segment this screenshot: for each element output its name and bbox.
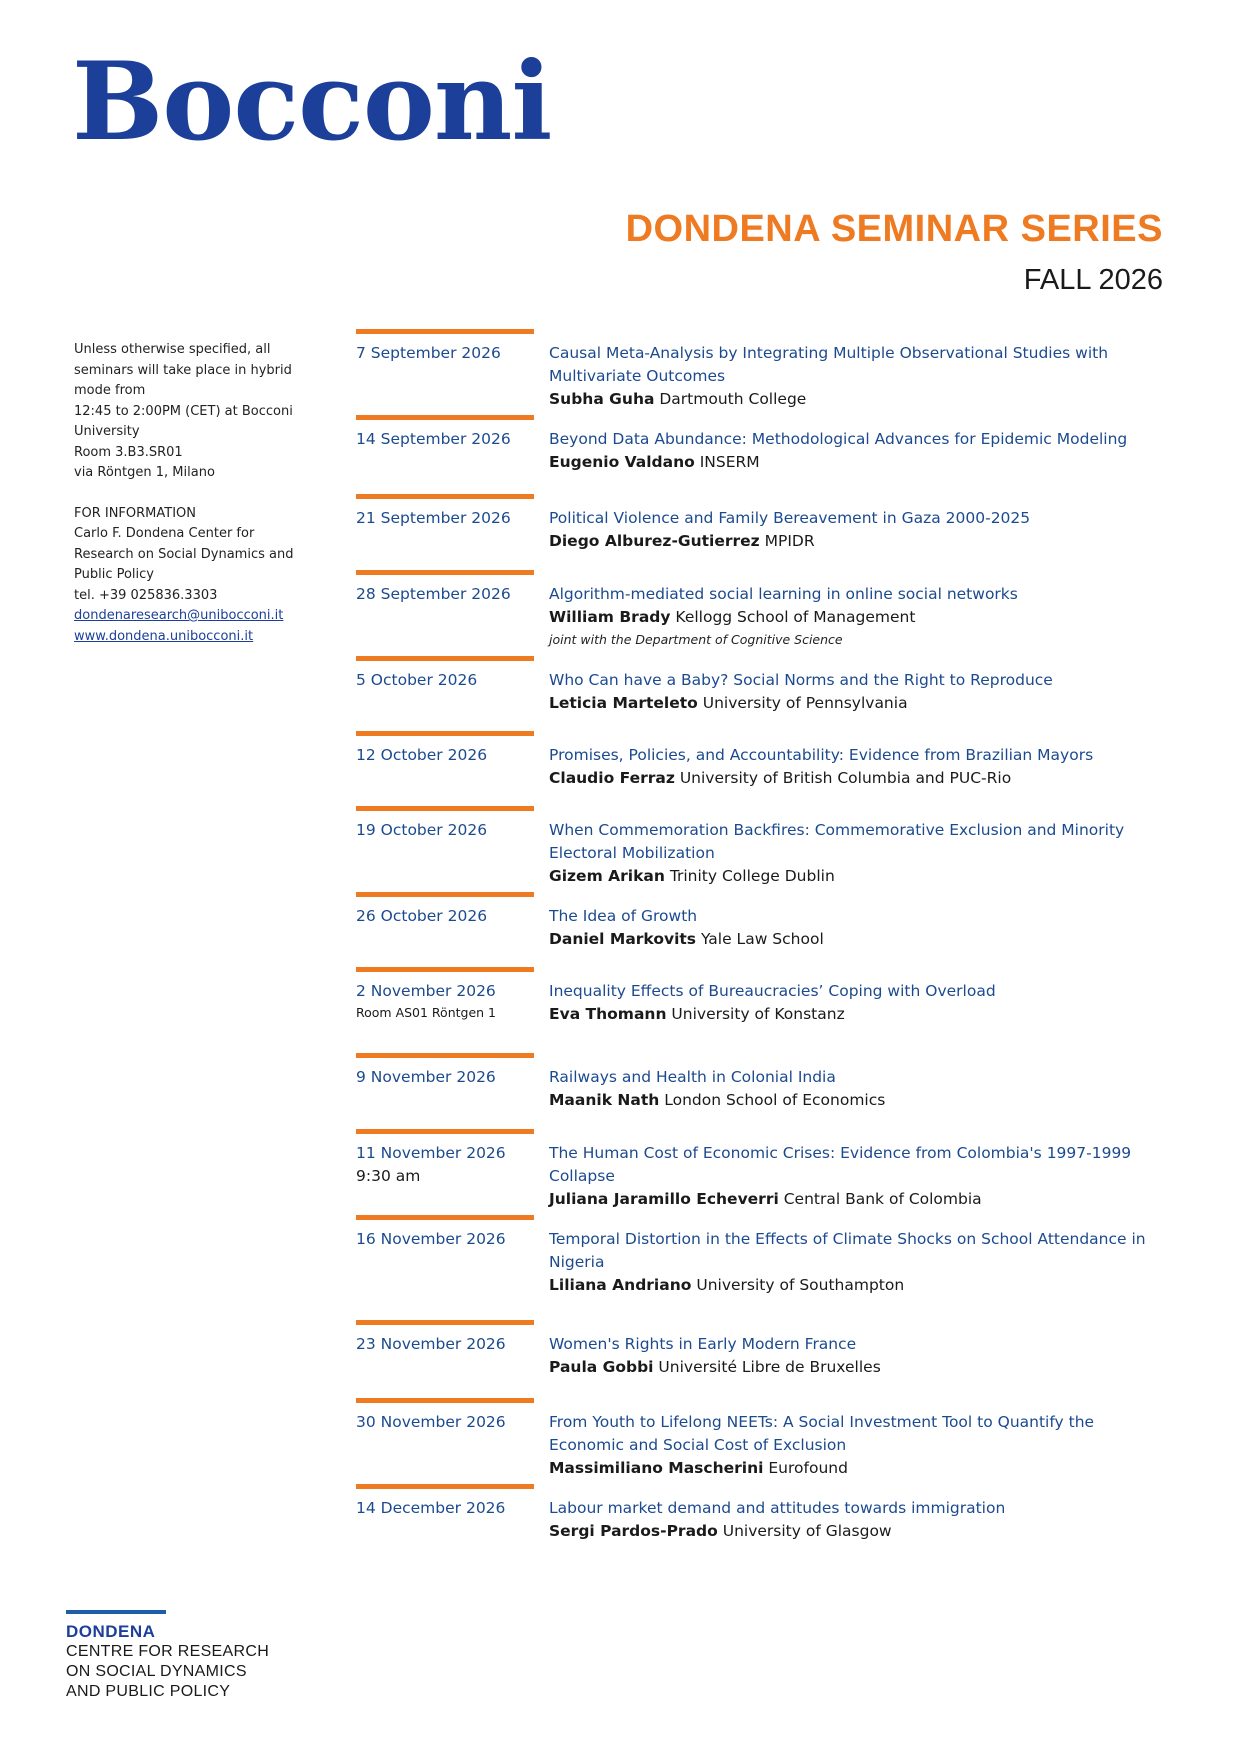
event-divider-bar [356,806,534,811]
event-title: Temporal Distortion in the Effects of Climate Shocks on School Attendance in [549,1230,1146,1248]
info-line: Public Policy [74,567,154,582]
email-link[interactable]: dondenaresearch@unibocconi.it [74,608,284,623]
event-divider-bar [356,1053,534,1058]
event-divider-bar [356,1129,534,1134]
event-date: 26 October 2026 [356,907,488,925]
event-info [549,342,1166,411]
event-affiliation: London School of Economics [664,1091,886,1109]
bocconi-logo: Bocconi [72,39,552,165]
event-speaker: Gizem Arikan [549,867,665,885]
event-date: 21 September 2026 [356,509,511,527]
event-divider-bar [356,494,534,499]
event-speaker-line [549,1520,1166,1543]
event-date-column [356,1066,536,1089]
event-date: 5 October 2026 [356,671,478,689]
event-info [549,1066,1166,1112]
event-date: 11 November 2026 [356,1144,506,1162]
event-speaker: Diego Alburez-Gutierrez [549,532,760,550]
intro-line: Unless otherwise specified, all [74,342,271,357]
event-note: joint with the Department of Cognitive Science [549,632,843,647]
event-time: 9:30 am [356,1167,421,1185]
footer-logo-line: ON SOCIAL DYNAMICS [66,1663,247,1680]
footer-logo-name: DONDENA [66,1622,156,1641]
event-speaker: Eugenio Valdano [549,453,695,471]
website-link[interactable]: www.dondena.unibocconi.it [74,628,254,644]
info-heading: FOR INFORMATION [74,505,197,521]
phone-number: tel. +39 025836.3303 [74,587,218,603]
intro-line: mode from [74,383,146,398]
event-date: 12 October 2026 [356,746,488,764]
info-line: Carlo F. Dondena Center for [74,526,255,541]
event-info [549,583,1166,650]
event-speaker: Leticia Marteleto [549,694,698,712]
event-title: Railways and Health in Colonial India [549,1068,836,1086]
event-date: 14 September 2026 [356,430,511,448]
event-divider-bar [356,1215,534,1220]
event-affiliation: Eurofound [768,1459,848,1477]
event-date-column [356,428,536,451]
event-divider-bar [356,1398,534,1403]
event-date-column [356,1411,536,1434]
footer-logo-line: AND PUBLIC POLICY [66,1683,231,1700]
event-title: Economic and Social Cost of Exclusion [549,1436,847,1454]
event-divider-bar [356,892,534,897]
event-info [549,1497,1166,1543]
event-title: Multivariate Outcomes [549,367,726,385]
event-date: 23 November 2026 [356,1335,506,1353]
event-affiliation: MPIDR [764,532,815,550]
event-date-column [356,980,536,1023]
event-date-column [356,1497,536,1520]
event-speaker-line [549,1274,1166,1297]
event-title: The Idea of Growth [549,907,698,925]
event-date-column [356,583,536,606]
event-speaker-line [549,692,1166,715]
event-affiliation: Kellogg School of Management [675,608,916,626]
event-info [549,507,1166,553]
event-date: 19 October 2026 [356,821,488,839]
event-date: 7 September 2026 [356,344,501,362]
event-speaker-line [549,1089,1166,1112]
event-affiliation: Dartmouth College [659,390,807,408]
event-date-column [356,1333,536,1356]
event-divider-bar [356,967,534,972]
event-title: Women's Rights in Early Modern France [549,1335,857,1353]
event-info [549,744,1166,790]
event-title: Inequality Effects of Bureaucracies’ Coping with Overload [549,982,996,1000]
event-title: Collapse [549,1167,615,1185]
event-title: Promises, Policies, and Accountability: Evidence from Brazilian Mayors [549,746,1094,764]
event-divider-bar [356,1484,534,1489]
intro-line: 12:45 to 2:00PM (CET) at Bocconi [74,403,293,419]
event-affiliation: University of Konstanz [671,1005,845,1023]
event-speaker-line [549,928,1166,951]
event-date: 16 November 2026 [356,1230,506,1248]
event-divider-bar [356,570,534,575]
event-title: The Human Cost of Economic Crises: Evidence from Colombia's 1997-1999 [549,1144,1132,1162]
event-info [549,905,1166,951]
event-date: 2 November 2026 [356,982,496,1000]
event-divider-bar [356,329,534,334]
event-title: Causal Meta-Analysis by Integrating Multiple Observational Studies with [549,344,1109,362]
event-title: Political Violence and Family Bereavement in Gaza 2000-2025 [549,509,1031,527]
event-date-column [356,1142,536,1188]
event-divider-bar [356,1320,534,1325]
event-speaker: Juliana Jaramillo Echeverri [549,1190,779,1208]
dondena-footer-logo [66,1610,269,1702]
event-date: 30 November 2026 [356,1413,506,1431]
event-divider-bar [356,656,534,661]
event-speaker-line [549,388,1166,411]
event-speaker-line [549,1356,1166,1379]
event-room: Room AS01 Röntgen 1 [356,1005,497,1020]
event-title: Nigeria [549,1253,605,1271]
event-speaker: Sergi Pardos-Prado [549,1522,718,1540]
event-info [549,428,1166,474]
event-speaker: Daniel Markovits [549,930,697,948]
event-date: 14 December 2026 [356,1499,506,1517]
event-title: Beyond Data Abundance: Methodological Advances for Epidemic Modeling [549,430,1128,448]
event-affiliation: Trinity College Dublin [669,867,835,885]
intro-line: via Röntgen 1, Milano [74,465,215,480]
event-divider-bar [356,415,534,420]
event-title: When Commemoration Backfires: Commemorative Exclusion and Minority [549,821,1125,839]
event-affiliation: University of Southampton [696,1276,905,1294]
intro-line: Room 3.B3.SR01 [74,444,183,460]
event-affiliation: University of Glasgow [722,1522,892,1540]
event-divider-bar [356,731,534,736]
event-title: Algorithm-mediated social learning in online social networks [549,585,1018,603]
event-date-column [356,1228,536,1251]
event-speaker-line [549,1188,1166,1211]
event-speaker-line [549,865,1166,888]
event-affiliation: University of British Columbia and PUC-Rio [679,769,1012,787]
event-speaker: Eva Thomann [549,1005,667,1023]
sidebar-info [74,340,319,647]
event-date-column [356,669,536,692]
series-term: FALL 2026 [1023,264,1163,296]
event-date-column [356,744,536,767]
event-speaker-line [549,606,1166,629]
intro-line: University [74,424,140,439]
event-date: 28 September 2026 [356,585,511,603]
event-title: From Youth to Lifelong NEETs: A Social Investment Tool to Quantify the [549,1413,1095,1431]
event-speaker-line [549,451,1166,474]
event-title: Who Can have a Baby? Social Norms and the Right to Reproduce [549,671,1053,689]
event-info [549,1333,1166,1379]
event-speaker: Paula Gobbi [549,1358,654,1376]
event-info [549,819,1166,888]
event-info [549,669,1166,715]
event-affiliation: Central Bank of Colombia [783,1190,982,1208]
footer-logo-line: CENTRE FOR RESEARCH [66,1643,270,1660]
event-date-column [356,819,536,842]
event-speaker-line [549,767,1166,790]
event-info [549,980,1166,1026]
event-info [549,1142,1166,1211]
event-title: Electoral Mobilization [549,844,715,862]
info-line: Research on Social Dynamics and [74,546,294,562]
event-date-column [356,342,536,365]
event-speaker-line [549,1003,1166,1026]
event-affiliation: Yale Law School [700,930,824,948]
event-affiliation: University of Pennsylvania [702,694,908,712]
event-date: 9 November 2026 [356,1068,496,1086]
event-speaker: Claudio Ferraz [549,769,675,787]
event-info [549,1411,1166,1480]
footer-logo-bar [66,1610,166,1614]
intro-line: seminars will take place in hybrid [74,362,292,378]
event-speaker: Liliana Andriano [549,1276,692,1294]
event-speaker: Subha Guha [549,390,655,408]
event-speaker-line [549,530,1166,553]
event-speaker: Massimiliano Mascherini [549,1459,764,1477]
event-affiliation: INSERM [699,453,760,471]
event-speaker: Maanik Nath [549,1091,660,1109]
event-speaker: William Brady [549,608,671,626]
event-title: Labour market demand and attitudes towards immigration [549,1499,1006,1517]
event-date-column [356,905,536,928]
event-date-column [356,507,536,530]
event-affiliation: Université Libre de Bruxelles [658,1358,881,1376]
event-info [549,1228,1166,1297]
event-speaker-line [549,1457,1166,1480]
series-title: DONDENA SEMINAR SERIES [625,208,1163,250]
